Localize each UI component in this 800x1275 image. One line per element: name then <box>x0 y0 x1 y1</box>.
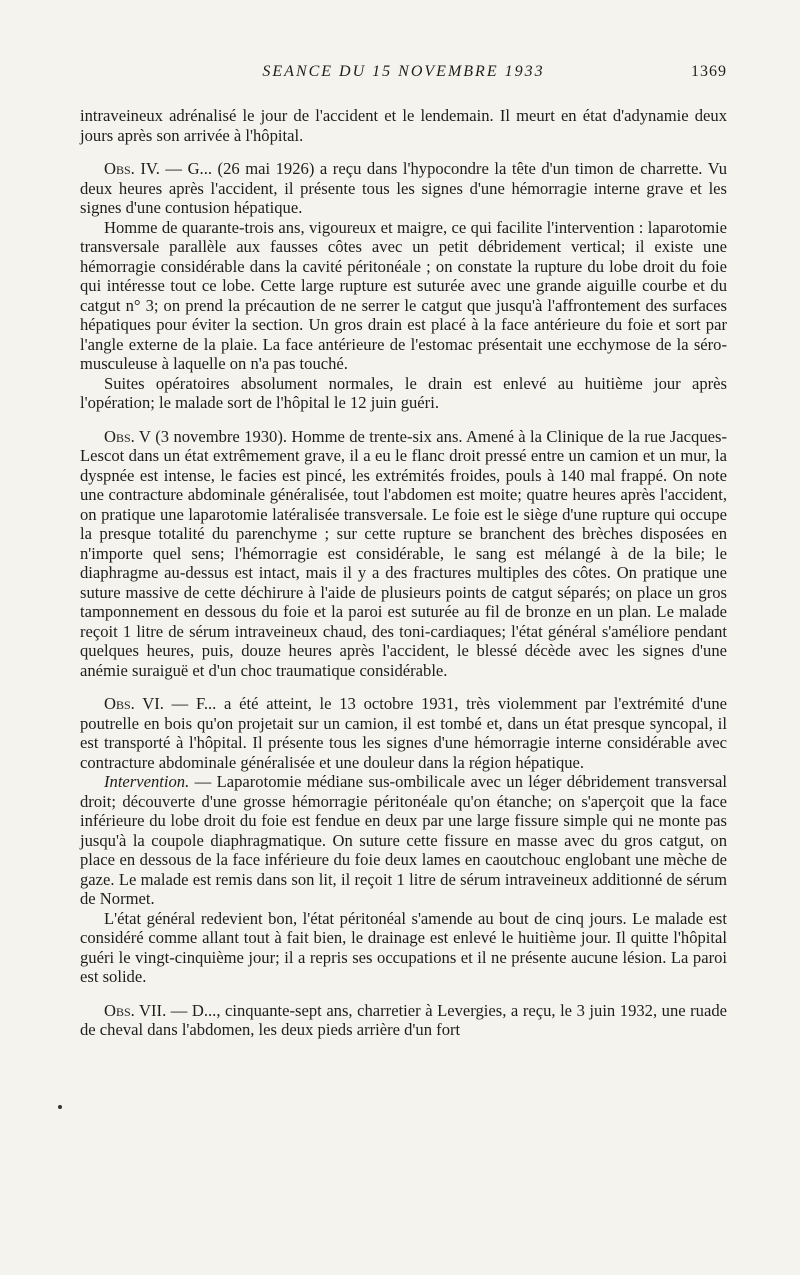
page-number: 1369 <box>691 63 727 80</box>
observation-iv-paragraph-2: Homme de quarante-trois ans, vigoureux et maigre, ce qui facilite l'intervention : laparotomie transversale parallèle aux fausses côtes avec un petit débridement vertical; il existe une hémorragie considérable dans la cavité péritonéale ; on constate la rupture du lobe droit du foie qui intéresse tout ce lobe. Cette large rupture est suturée avec une grande aiguille courbe et du catgut n° 3; on prend la précaution de ne serrer le catgut que jusqu'à l'affrontement des surfaces hépatiques pour éviter la section. Un gros drain est placé à la face antérieure du foie et sort par l'angle externe de la plaie. La face antérieure de l'estomac présentait une ecchymose de la séro-musculeuse à laquelle on n'a pas touché. <box>80 217 727 373</box>
obs-label: Obs. VI. <box>104 694 164 713</box>
running-title: SEANCE DU 15 NOVEMBRE 1933 <box>262 63 545 80</box>
page-header <box>80 63 727 87</box>
observation-v <box>80 427 727 681</box>
observation-iv <box>80 159 727 218</box>
paragraph-continuation: intraveineux adrénalisé le jour de l'accident et le lendemain. Il meurt en état d'adynamie deux jours après son arrivée à l'hôpital. <box>80 106 727 145</box>
observation-vi-intervention <box>80 772 727 909</box>
intervention-text: — Laparotomie médiane sus-ombilicale avec un léger débridement transversal droit; découverte d'une grosse hémorragie péritonéale qu'on étanche; on s'aperçoit que la face inférieure du lobe droit du foie est fendue en deux par une large fissure simple qui ne monte pas jusqu'à la coupole diaphragmatique. On suture cette fissure en masse avec du gros catgut, on place en dessous de la face inférieure du foie deux lames en caoutchouc englobant une mèche de gaze. Le malade est remis dans son lit, il reçoit 1 litre de sérum intraveineux additionné de sérum de Normet. <box>80 772 727 908</box>
obs-text: — D..., cinquante-sept ans, charretier à Levergies, a reçu, le 3 juin 1932, une ruade de cheval dans l'abdomen, les deux pieds arrière d'un fort <box>80 1000 727 1039</box>
obs-label: Obs. IV. <box>104 159 160 178</box>
observation-vii <box>80 1001 727 1040</box>
observation-iv-paragraph-3: Suites opératoires absolument normales, le drain est enlevé au huitième jour après l'opération; le malade sort de l'hôpital le 12 juin guéri. <box>80 373 727 412</box>
observation-vi <box>80 694 727 772</box>
obs-label: Obs. V <box>104 426 151 446</box>
obs-text: — G... (26 mai 1926) a reçu dans l'hypocondre la tête d'un timon de charrette. Vu deux heures après l'accident, il présente tous les signes d'une hémorragie interne grave et les signes d'une contusion hépatique. <box>80 159 727 217</box>
obs-label: Obs. VII. <box>104 1000 167 1020</box>
observation-vi-paragraph-3: L'état général redevient bon, l'état péritonéal s'amende au bout de cinq jours. Le malade est considéré comme allant tout à fait bien, le drainage est enlevé le huitième jour. Il quitte l'hôpital guéri le vingt-cinquième jour; il a repris ses occupations et il ne présente aucune lésion. La paroi est solide. <box>80 908 727 986</box>
margin-mark <box>58 1105 62 1109</box>
obs-text: (3 novembre 1930). Homme de trente-six ans. Amené à la Clinique de la rue Jacques-Lescot dans un état extrêmement grave, il a eu le flanc droit pressé entre un camion et un mur, la dyspnée est intense, le facies est pincé, les extrémités froides, pouls à 140 mal frappé. On note une contracture abdominale généralisée, tout l'abdomen est moite; quatre heures après l'accident, on pratique une laparotomie latéralisée transversale. Le foie est le siège d'une rupture qui occupe la presque totalité du parenchyme ; sur cette rupture se branchent des brèches disposées en n'importe quel sens; l'hémorragie est considérable, le sang est mélangé à de la bile; le diaphragme au-dessus est intact, mais il y a des fractures multiples des côtes. On pratique une suture massive de cette déchirure à l'aide de plusieurs points de catgut séparés; on place un gros tamponnement en dessous du foie et la paroi est suturée au fil de bronze en un plan. Le malade reçoit 1 litre de sérum intraveineux chaud, des toni-cardiaques; l'état général s'améliore pendant quelques heures, puis, douze heures après l'accident, le blessé décède avec les signes d'une anémie suraiguë et d'un choc traumatique considérable. <box>80 426 727 680</box>
obs-text: — F... a été atteint, le 13 octobre 1931, très violemment par l'extrémité d'une poutrelle en bois qu'on projetait sur un camion, il est tombé et, dans un état presque syncopal, il est transporté à l'hôpital. Il présente tous les signes d'une hémorragie interne considérable avec contracture abdominale généralisée et une douleur dans la région hépatique. <box>80 694 727 772</box>
body-text <box>80 106 727 1040</box>
intervention-label: Intervention. <box>104 772 190 791</box>
